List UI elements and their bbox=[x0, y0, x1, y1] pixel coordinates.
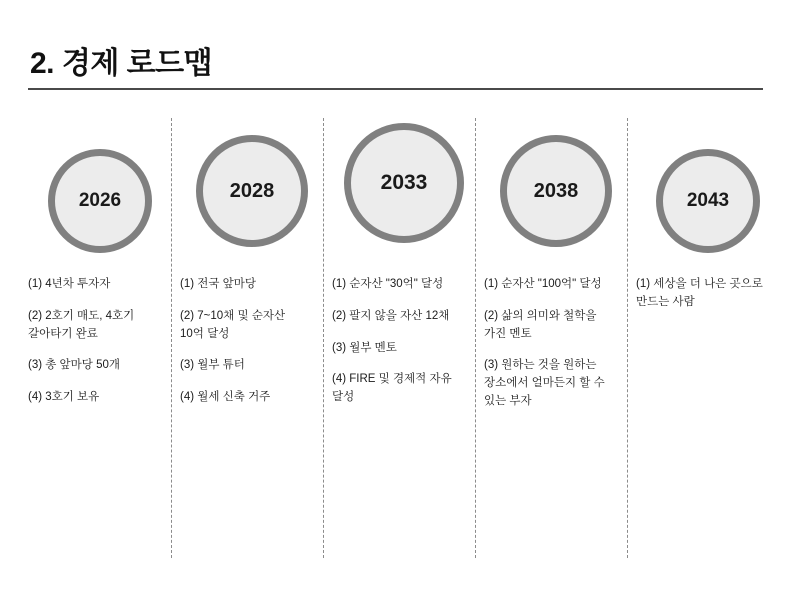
roadmap-columns bbox=[20, 110, 771, 560]
year-badge: 2026 bbox=[48, 149, 152, 253]
list-item: (2) 7~10채 및 순자산 10억 달성 bbox=[180, 309, 286, 340]
year-badge: 2028 bbox=[196, 135, 308, 247]
goal-list bbox=[484, 276, 628, 411]
list-item: (2) 2호기 매도, 4호기 갈아타기 완료 bbox=[28, 309, 135, 340]
roadmap-column-2038 bbox=[476, 110, 628, 560]
roadmap-column-2033 bbox=[324, 110, 476, 560]
year-badge-wrap bbox=[636, 110, 780, 258]
title-divider bbox=[28, 88, 763, 90]
year-badge: 2038 bbox=[500, 135, 612, 247]
list-item: (1) 순자산 "30억" 달성 bbox=[332, 278, 444, 290]
list-item: (4) FIRE 및 경제적 자유 달성 bbox=[332, 373, 452, 404]
goal-list bbox=[332, 276, 476, 407]
roadmap-column-2028 bbox=[172, 110, 324, 560]
list-item: (2) 팔지 않을 자산 12채 bbox=[332, 309, 450, 322]
list-item: (1) 세상을 더 나은 곳으로 만드는 사람 bbox=[636, 278, 763, 308]
goal-list bbox=[180, 276, 324, 407]
year-badge-wrap bbox=[180, 110, 324, 258]
roadmap-column-2026 bbox=[20, 110, 172, 560]
list-item: (4) 3호기 보유 bbox=[28, 391, 100, 404]
goal-list bbox=[28, 276, 172, 407]
list-item: (1) 전국 앞마당 bbox=[180, 278, 256, 290]
goal-list bbox=[636, 276, 780, 312]
year-badge: 2033 bbox=[344, 123, 464, 243]
list-item: (3) 총 앞마당 50개 bbox=[28, 359, 120, 372]
list-item: (1) 순자산 "100억" 달성 bbox=[484, 278, 602, 290]
page-title: 2. 경제 로드맵 bbox=[30, 47, 213, 80]
year-badge: 2043 bbox=[656, 149, 760, 253]
year-badge-wrap bbox=[484, 110, 628, 258]
list-item: (1) 4년차 투자자 bbox=[28, 278, 111, 290]
list-item: (2) 삶의 의미와 철학을 가진 멘토 bbox=[484, 309, 597, 340]
list-item: (4) 월세 신축 거주 bbox=[180, 391, 271, 404]
list-item: (3) 월부 멘토 bbox=[332, 341, 397, 354]
list-item: (3) 원하는 것을 원하는 장소에서 얼마든지 할 수 있는 부자 bbox=[484, 359, 605, 408]
year-badge-wrap bbox=[332, 110, 476, 258]
list-item: (3) 월부 튜터 bbox=[180, 359, 245, 372]
year-badge-wrap bbox=[28, 110, 172, 258]
roadmap-column-2043 bbox=[628, 110, 780, 560]
